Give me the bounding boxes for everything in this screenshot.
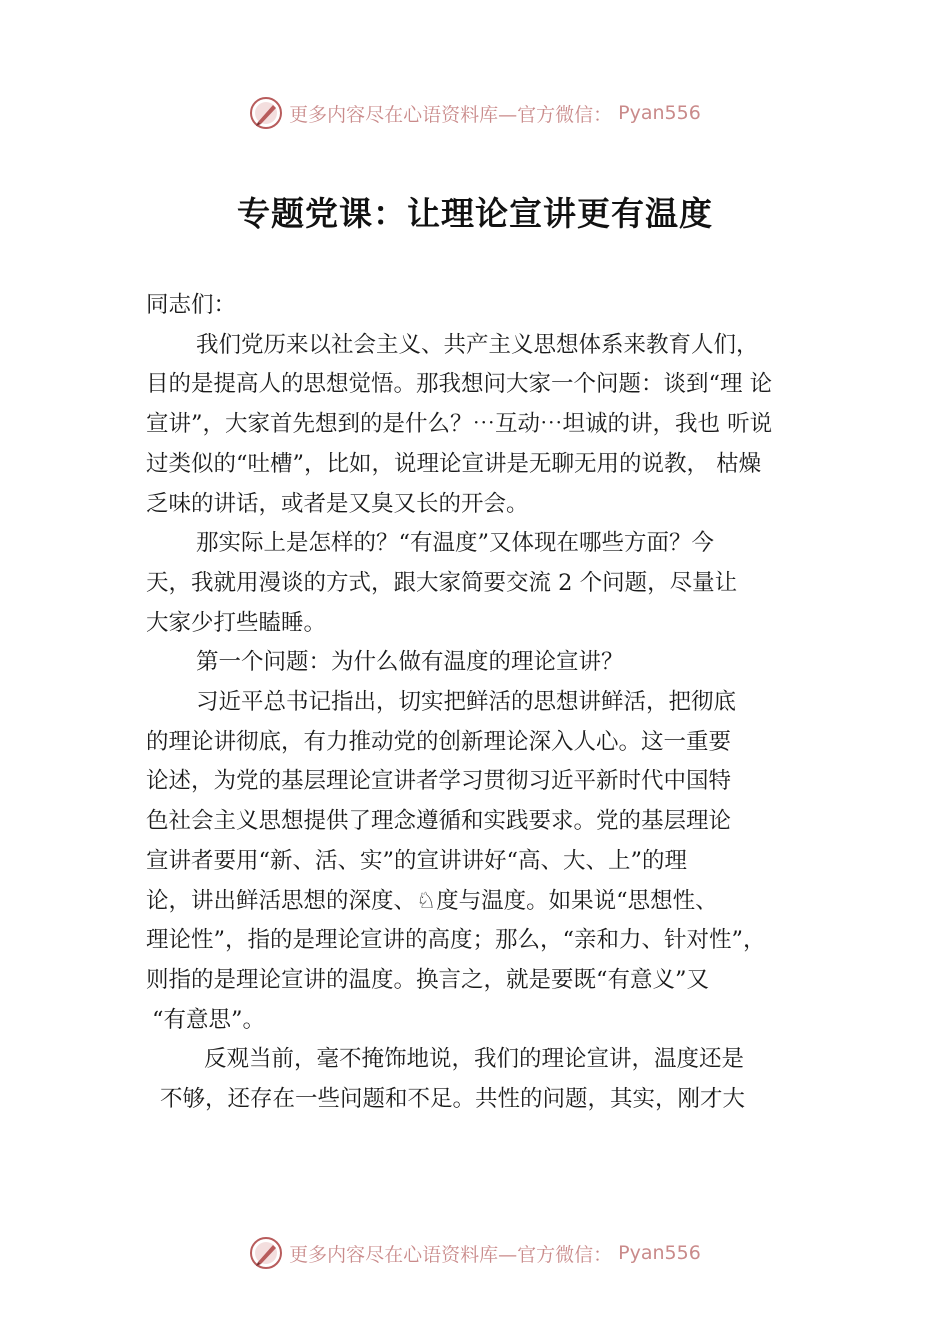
- text-line: 反观当前，毫不掩饰地说，我们的理论宣讲，温度还是: [204, 1046, 745, 1073]
- text-line: 不够，还存在一些问题和不足。共性的问题，其实，刚才大: [160, 1086, 746, 1113]
- text-line: 目的是提高人的思想觉悟。那我想问大家一个问题：谈到“理 论: [146, 371, 773, 398]
- text-line: 论，讲出鲜活思想的深度、♘度与温度。如果说“思想性、: [146, 887, 718, 914]
- text-line: 那实际上是怎样的？“有温度”又体现在哪些方面？今: [196, 530, 715, 557]
- header-watermark: [0, 96, 950, 130]
- footer-watermark: [0, 1236, 950, 1270]
- text-line: 乏味的讲话，或者是又臭又长的开会。: [146, 490, 529, 517]
- text-line: 习近平总书记指出，切实把鲜活的思想讲鲜活，把彻底: [196, 689, 737, 716]
- pen-logo-icon: [249, 1236, 283, 1270]
- text-line: 论述，为党的基层理论宣讲者学习贯彻习近平新时代中国特: [146, 768, 732, 795]
- text-line: 天，我就用漫谈的方式，跟大家简要交流 2 个问题，尽量让: [146, 569, 738, 596]
- text-line: 色社会主义思想提供了理念遵循和实践要求。党的基层理论: [146, 808, 732, 835]
- salutation: 同志们：: [146, 292, 237, 318]
- text-line: 理论性”，指的是理论宣讲的高度；那么，“亲和力、针对性”，: [146, 927, 766, 954]
- text-line: 过类似的“吐槽”，比如，说理论宣讲是无聊无用的说教， 枯燥: [146, 450, 762, 477]
- text-line: “有意思”。: [152, 1006, 266, 1033]
- section-heading: 第一个问题：为什么做有温度的理论宣讲？: [196, 649, 624, 676]
- document-body: [146, 286, 818, 1120]
- text-line: 则指的是理论宣讲的温度。换言之，就是要既“有意义”又: [146, 966, 710, 993]
- text-line: 的理论讲彻底，有力推动党的创新理论深入人心。这一重要: [146, 728, 732, 755]
- document-title: 专题党课：让理论宣讲更有温度: [237, 194, 713, 233]
- pen-logo-icon: [249, 96, 283, 130]
- text-line: 宣讲者要用“新、活、实”的宣讲讲好“高、大、上”的理: [146, 847, 688, 874]
- watermark-id: Pyan556: [618, 1242, 701, 1264]
- text-line: 我们党历来以社会主义、共产主义思想体系来教育人们，: [196, 331, 759, 358]
- text-line: 宣讲”，大家首先想到的是什么？⋯互动⋯坦诚的讲，我也 听说: [146, 411, 773, 438]
- watermark-id: Pyan556: [618, 102, 701, 124]
- text-line: 大家少打些瞌睡。: [146, 609, 327, 636]
- watermark-text: 更多内容尽在心语资料库—官方微信：: [289, 1243, 613, 1266]
- watermark-text: 更多内容尽在心语资料库—官方微信：: [289, 103, 613, 126]
